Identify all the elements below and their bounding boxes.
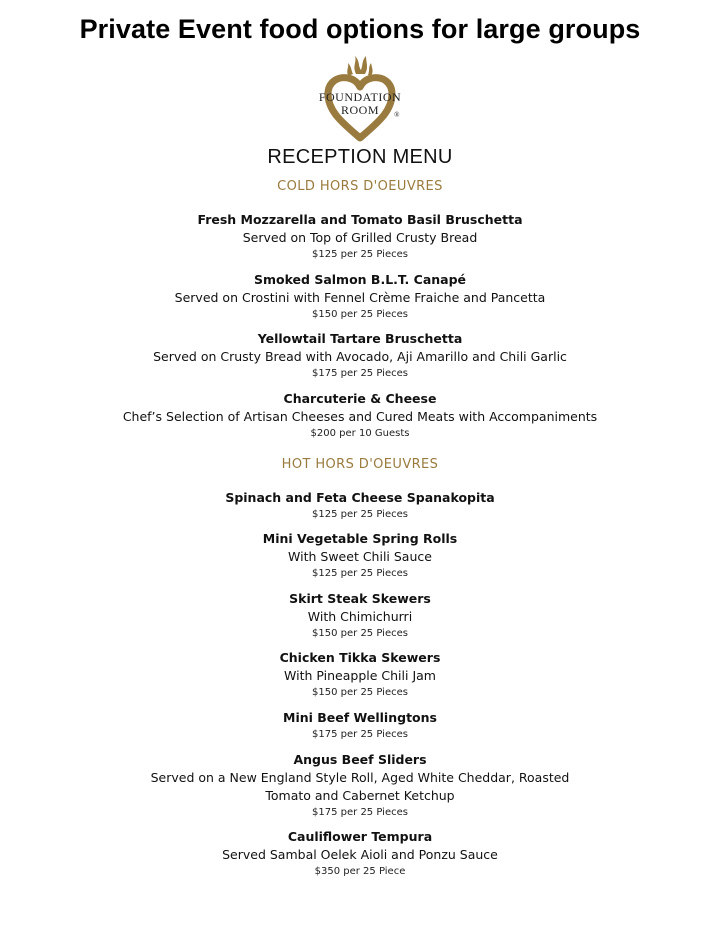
menu-item bbox=[0, 271, 720, 323]
item-description: With Chimichurri bbox=[307, 609, 413, 624]
item-name: Skirt Steak Skewers bbox=[289, 591, 431, 606]
item-description: Served Sambal Oelek Aioli and Ponzu Sauce bbox=[222, 847, 498, 862]
item-price: $175 per 25 Pieces bbox=[312, 729, 408, 740]
menu-title: RECEPTION MENU bbox=[267, 146, 453, 168]
menu-item bbox=[0, 709, 720, 743]
item-description: Served on Top of Grilled Crusty Bread bbox=[242, 230, 478, 245]
menu-item bbox=[0, 390, 720, 442]
menu-item bbox=[0, 751, 720, 821]
item-description: With Sweet Chili Sauce bbox=[288, 549, 432, 564]
item-price: $200 per 10 Guests bbox=[310, 428, 410, 439]
item-price: $175 per 25 Pieces bbox=[312, 368, 408, 379]
item-name: Spinach and Feta Cheese Spanakopita bbox=[225, 490, 495, 505]
item-name: Mini Beef Wellingtons bbox=[283, 710, 437, 725]
item-name: Cauliflower Tempura bbox=[287, 829, 433, 844]
item-description: Served on Crusty Bread with Avocado, Aji Amarillo and Chili Garlic bbox=[153, 349, 567, 364]
item-description: With Pineapple Chili Jam bbox=[284, 668, 436, 683]
item-name: Mini Vegetable Spring Rolls bbox=[262, 531, 458, 546]
menu-item bbox=[0, 828, 720, 880]
logo-registered-mark: ® bbox=[394, 111, 400, 119]
item-name: Charcuterie & Cheese bbox=[283, 391, 437, 406]
logo-line-2: ROOM bbox=[340, 103, 379, 117]
item-price: $125 per 25 Pieces bbox=[312, 568, 408, 579]
item-name: Fresh Mozzarella and Tomato Basil Bruschetta bbox=[197, 212, 523, 227]
item-price: $175 per 25 Pieces bbox=[312, 807, 408, 818]
item-description: Served on Crostini with Fennel Crème Fraiche and Pancetta bbox=[174, 290, 546, 305]
item-name: Angus Beef Sliders bbox=[293, 752, 427, 767]
item-price: $150 per 25 Pieces bbox=[312, 628, 408, 639]
menu-item bbox=[0, 211, 720, 263]
item-name: Smoked Salmon B.L.T. Canapé bbox=[253, 272, 467, 287]
logo-line-1: FOUNDATION bbox=[318, 90, 402, 104]
item-price: $350 per 25 Piece bbox=[314, 866, 406, 877]
menu-item bbox=[0, 330, 720, 382]
menu-item bbox=[0, 590, 720, 642]
section-title-cold: COLD HORS D'OEUVRES bbox=[277, 179, 443, 194]
foundation-room-logo bbox=[308, 52, 412, 142]
item-description: Served on a New England Style Roll, Aged White Cheddar, Roasted Tomato and Cabernet Ketchup bbox=[150, 770, 570, 803]
menu-item bbox=[0, 489, 720, 523]
page-banner: Private Event food options for large groups bbox=[79, 14, 641, 44]
item-price: $150 per 25 Pieces bbox=[312, 309, 408, 320]
menu-item bbox=[0, 530, 720, 582]
item-price: $150 per 25 Pieces bbox=[312, 687, 408, 698]
item-name: Chicken Tikka Skewers bbox=[279, 650, 441, 665]
item-price: $125 per 25 Pieces bbox=[312, 249, 408, 260]
item-price: $125 per 25 Pieces bbox=[312, 509, 408, 520]
section-title-hot: HOT HORS D'OEUVRES bbox=[281, 457, 439, 472]
menu-item bbox=[0, 649, 720, 701]
item-description: Chef’s Selection of Artisan Cheeses and Cured Meats with Accompaniments bbox=[122, 409, 598, 424]
item-name: Yellowtail Tartare Bruschetta bbox=[257, 331, 463, 346]
